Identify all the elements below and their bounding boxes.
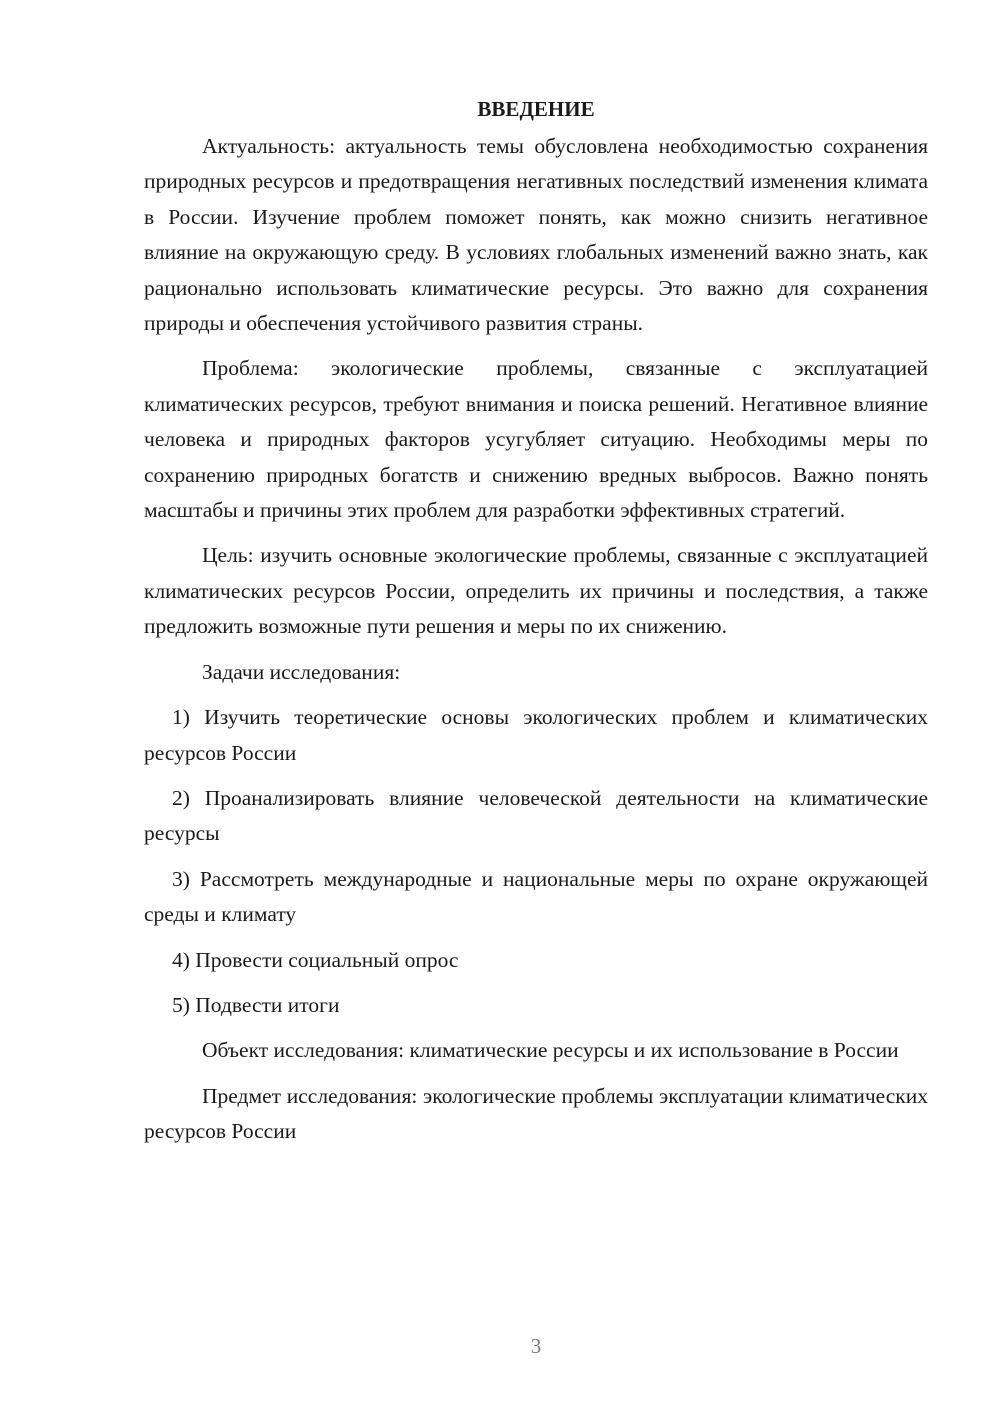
tasks-heading: Задачи исследования:: [202, 659, 401, 684]
page-number: 3: [530, 1334, 542, 1358]
task-item-5: 5) Подвести итоги: [172, 992, 340, 1017]
section-title: ВВЕДЕНИЕ: [477, 97, 595, 121]
task-item-2: 2) Проанализировать влияние человеческой деятельности на климатические ресурсы: [144, 785, 928, 846]
task-item-3: 3) Рассмотреть международные и национальные меры по охране окружающей среды и климату: [144, 866, 928, 927]
problem-paragraph: Проблема: экологические проблемы, связанные с эксплуатацией климатических ресурсов, требуют внимания и поиска решений. Негативное влияние человека и природных факторов усугубляет ситуацию. Необходимы меры по сохранению природных богатств и снижению вредных выбросов. Важно понять масштабы и причины этих проблем для разработки эффективных стратегий.: [144, 356, 928, 523]
object-paragraph: Объект исследования: климатические ресурсы и их использование в России: [202, 1038, 899, 1063]
document-page: [144, 92, 928, 1160]
relevance-paragraph: Актуальность: актуальность темы обусловлена необходимостью сохранения природных ресурсов и предотвращения негативных последствий изменения климата в России. Изучение проблем поможет понять, как можно снизить негативное влияние на окружающую среду. В условиях глобальных изменений важно знать, как рационально использовать климатические ресурсы. Это важно для сохранения природы и обеспечения устойчивого развития страны.: [144, 134, 928, 336]
subject-paragraph: Предмет исследования: экологические проблемы эксплуатации климатических ресурсов России: [144, 1083, 928, 1144]
task-item-4: 4) Провести социальный опрос: [172, 947, 459, 972]
task-item-1: 1) Изучить теоретические основы экологических проблем и климатических ресурсов России: [144, 705, 928, 765]
goal-paragraph: Цель: изучить основные экологические проблемы, связанные с эксплуатацией климатических ресурсов России, определить их причины и последствия, а также предложить возможные пути решения и меры по их снижению.: [144, 543, 928, 639]
